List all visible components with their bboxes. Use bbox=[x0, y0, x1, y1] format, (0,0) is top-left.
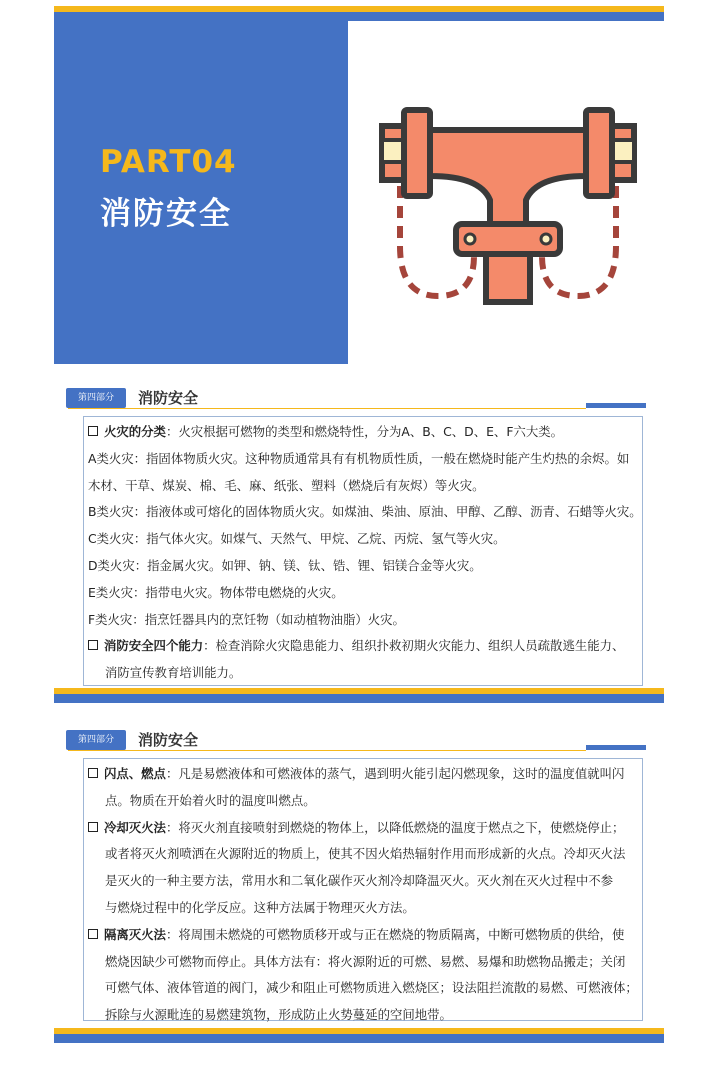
list-item bbox=[88, 633, 637, 660]
text-line: F类火灾：指烹饪器具内的烹饪物（如动植物油脂）火灾。 bbox=[88, 611, 405, 627]
top-stripe-blue bbox=[54, 12, 664, 21]
text-line: E类火灾：指带电火灾。物体带电燃烧的火灾。 bbox=[88, 584, 344, 600]
slide-heading: 消防安全 bbox=[138, 731, 199, 749]
item-text: ：将灭火剂直接喷射到燃烧的物体上，以降低燃烧的温度于燃点之下，使燃烧停止； bbox=[165, 819, 625, 835]
item-label: 隔离灭火法 bbox=[104, 926, 166, 942]
list-item bbox=[88, 815, 637, 842]
fire-classification-slide bbox=[54, 380, 664, 702]
item-text: ：检查消除火灾隐患能力、组织扑救初期火灾能力、组织人员疏散逃生能力、 bbox=[203, 638, 625, 654]
text-line: 与燃烧过程中的化学反应。这种方法属于物理灭火方法。 bbox=[105, 899, 415, 915]
item-text: ：凡是易燃液体和可燃液体的蒸气，遇到明火能引起闪燃现象，这时的温度值就叫闪 bbox=[165, 766, 625, 781]
text-line bbox=[88, 660, 637, 687]
item-label: 消防安全四个能力 bbox=[104, 638, 204, 654]
cover-slide bbox=[54, 6, 664, 364]
line-prefix: 消防 bbox=[105, 665, 130, 681]
checkbox-square-icon bbox=[88, 929, 98, 939]
heading-underline bbox=[68, 408, 586, 409]
text-line: B类火灾：指液体或可熔化的固体物质火灾。如煤油、柴油、原油、甲醇、乙醇、沥青、石蜡等火灾。 bbox=[88, 504, 642, 520]
text-line: 可燃气体、液体管道的阀门，减少和阻止可燃物质进入燃烧区；设法阻拦流散的易燃、可燃液体； bbox=[105, 980, 638, 996]
content-panel bbox=[83, 758, 643, 1021]
content-panel bbox=[83, 416, 643, 686]
part-label: PART04 bbox=[100, 144, 237, 180]
text-line: 或者将灭火剂喷洒在火源附近的物质上，使其不因火焰热辐射作用而形成新的火点。冷却灭火法 bbox=[105, 846, 626, 862]
bottom-stripe-blue bbox=[54, 1034, 664, 1043]
item-label: 闪点、燃点 bbox=[104, 766, 166, 781]
item-text: ：火灾根据可燃物的类型和燃烧特性，分为A、B、C、D、E、F六大类。 bbox=[165, 424, 564, 439]
heading-underline bbox=[68, 750, 586, 751]
heading-accent-bar bbox=[586, 403, 646, 408]
section-badge: 第四部分 bbox=[66, 388, 126, 408]
list-item bbox=[88, 922, 637, 949]
list-item bbox=[88, 761, 637, 788]
text-line: 是灭火的一种主要方法，常用水和二氧化碳作灭火剂冷却降温灭火。灭火剂在灭火过程中不参 bbox=[105, 873, 614, 889]
text-line: C类火灾：指气体火灾。如煤气、天然气、甲烷、乙烷、丙烷、氢气等火灾。 bbox=[88, 531, 506, 547]
item-text: ：将周围未燃烧的可燃物质移开或与正在燃烧的物质隔离，中断可燃物质的供给，使 bbox=[165, 926, 625, 942]
heading-accent-bar bbox=[586, 745, 646, 750]
fire-hydrant-pipe-icon bbox=[378, 96, 638, 306]
bottom-stripe-blue bbox=[54, 694, 664, 703]
checkbox-square-icon bbox=[88, 822, 98, 832]
item-label: 冷却灭火法 bbox=[104, 819, 166, 835]
item-label: 火灾的分类 bbox=[104, 424, 166, 439]
checkbox-square-icon bbox=[88, 426, 98, 436]
text-line: 燃烧因缺少可燃物而停止。具体方法有：将火源附近的可燃、易燃、易爆和助燃物品搬走；关闭 bbox=[105, 953, 626, 969]
text-line: 点。物质在开始着火时的温度叫燃点。 bbox=[105, 792, 316, 808]
text-line: D类火灾：指金属火灾。如钾、钠、镁、钛、锆、锂、铝镁合金等火灾。 bbox=[88, 557, 482, 573]
text-line: A类火灾：指固体物质火灾。这种物质通常具有有机物质性质，一般在燃烧时能产生灼热的余烬。如 bbox=[88, 450, 630, 466]
text-line: 木材、干草、煤炭、棉、毛、麻、纸张、塑料（燃烧后有灰烬）等火灾。 bbox=[88, 477, 485, 493]
cover-title: 消防安全 bbox=[100, 196, 232, 232]
text-line: 拆除与火源毗连的易燃建筑物，形成防止火势蔓延的空间地带。 bbox=[105, 1007, 452, 1023]
line-text: 宣传教育培训能力。 bbox=[129, 665, 242, 681]
section-badge: 第四部分 bbox=[66, 730, 126, 750]
slide-heading: 消防安全 bbox=[138, 389, 199, 407]
checkbox-square-icon bbox=[88, 640, 98, 650]
list-item bbox=[88, 419, 637, 446]
checkbox-square-icon bbox=[88, 768, 98, 778]
extinguishing-methods-slide bbox=[54, 722, 664, 1044]
